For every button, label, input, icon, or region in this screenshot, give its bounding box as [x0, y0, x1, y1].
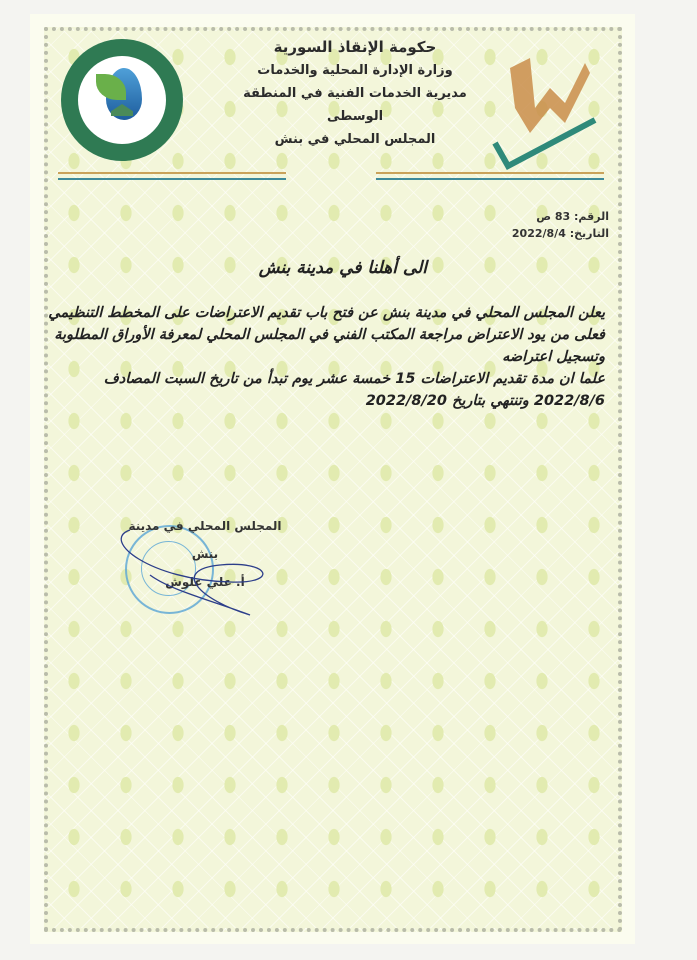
ministry-name: وزارة الإدارة المحلية والخدمات	[257, 63, 453, 78]
body-line: يعلن المجلس المحلي في مدينة بنش عن فتح باب تقديم الاعتراضات على المخطط التنظيمي	[48, 305, 605, 321]
header-rule-left	[58, 172, 286, 180]
greeting: الى أهلنا في مدينة بنش	[258, 258, 427, 278]
syria-brand-logo	[490, 48, 600, 176]
header-rule-right	[376, 172, 604, 180]
government-name: حكومة الإنقاذ السورية	[273, 38, 437, 56]
logo-ring	[61, 39, 183, 161]
body-line: 2022/8/6 وتنتهي بتاريخ 2022/8/20	[365, 393, 605, 409]
body-line: علما ان مدة تقديم الاعتراضات 15 خمسة عشر يوم تبدأ من تاريخ السبت المصادف	[103, 371, 605, 387]
reference-date: التاريخ: 2022/8/4	[511, 227, 609, 240]
signatory-name: أ. علي علوش	[165, 575, 245, 589]
body-line: وتسجيل اعتراضه	[502, 349, 605, 365]
council-name: المجلس المحلي في بنش	[274, 132, 436, 147]
signatory-org: المجلس المحلي في مدينة بنش	[128, 519, 282, 561]
directorate-name: مديرية الخدمات الفنية في المنطقة الوسطى	[243, 86, 467, 124]
letterhead	[230, 36, 480, 151]
announcement-body	[48, 302, 605, 412]
handwritten-signature	[110, 520, 280, 620]
ministry-logo	[57, 36, 187, 166]
reference-info	[512, 208, 609, 242]
reference-number: الرقم: 83 ص	[536, 210, 609, 223]
body-line: فعلى من يود الاعتراض مراجعة المكتب الفني في المجلس المحلي لمعرفة الأوراق المطلوبة	[54, 327, 605, 343]
